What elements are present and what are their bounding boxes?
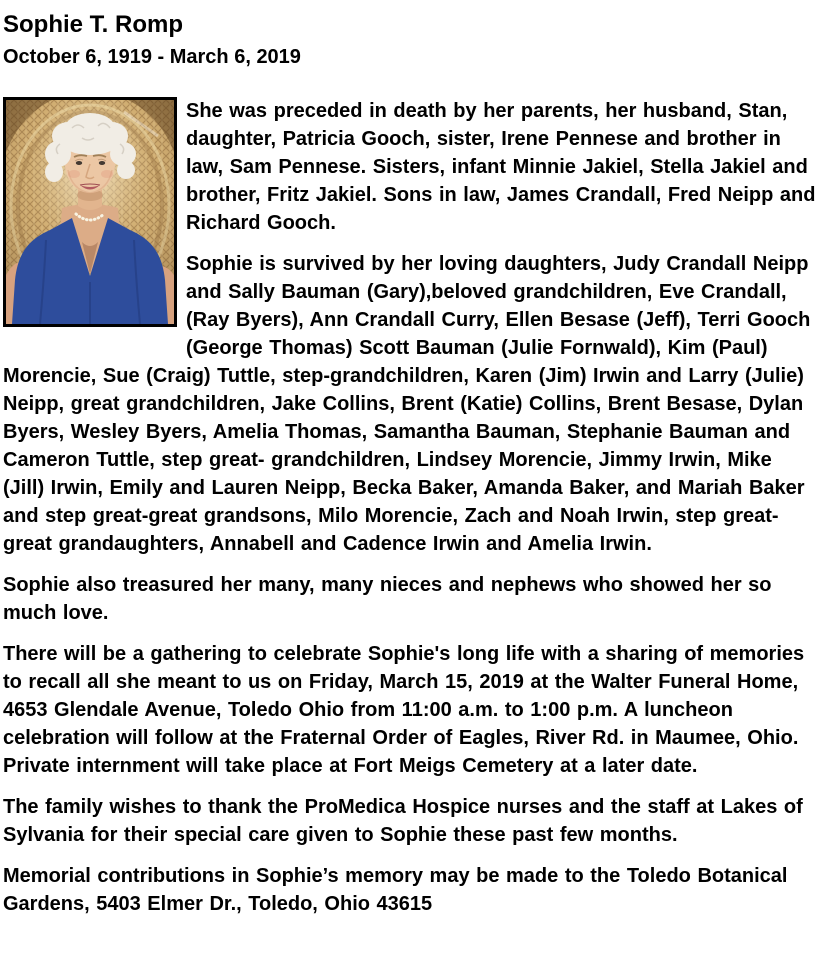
obituary-paragraph-thanks: The family wishes to thank the ProMedica Hospice nurses and the staff at Lakes of Sylvania for their special care given to Sophie these past few months. <box>3 796 803 846</box>
obituary-paragraph-survivors: Sophie is survived by her loving daughters, Judy Crandall Neipp and Sally Bauman (Gary),beloved grandchildren, Eve Crandall, (Ray Byers), Ann Crandall Curry, Ellen Besase (Jeff), Terri Gooch (George Thomas) Scott Bauman (Julie Fornwald), Kim (Paul) Morencie, Sue (Craig) Tuttle, step-grandchildren, Karen (Jim) Irwin and Larry (Julie) Neipp, great grandchildren, Jake Collins, Brent (Katie) Collins, Brent Besase, Dylan Byers, Wesley Byers, Amelia Thomas, Samantha Bauman, Stephanie Bauman and Cameron Tuttle, step great- grandchildren, Lindsey Morencie, Jimmy Irwin, Mike (Jill) Irwin, Emily and Lauren Neipp, Becka Baker, Amanda Baker, and Mariah Baker and step great-great grandsons, Milo Morencie, Zach and Noah Irwin, step great-great grandaughters, Annabell and Cadence Irwin and Amelia Irwin. <box>3 253 811 555</box>
life-dates: October 6, 1919 - March 6, 2019 <box>3 46 301 68</box>
obituary-paragraph-nieces: Sophie also treasured her many, many nieces and nephews who showed her so much love. <box>3 574 772 624</box>
obituary-paragraph-preceded: She was preceded in death by her parents, her husband, Stan, daughter, Patricia Gooch, sister, Irene Pennese and brother in law, Sam Pennese. Sisters, infant Minnie Jakiel, Stella Jakiel and brother, Fritz Jakiel. Sons in law, James Crandall, Fred Neipp and Richard Gooch. <box>186 100 816 234</box>
page-title: Sophie T. Romp <box>3 11 183 38</box>
obituary-body <box>3 97 818 918</box>
portrait-photo <box>3 97 177 327</box>
obituary-paragraph-services: There will be a gathering to celebrate Sophie's long life with a sharing of memories to recall all she meant to us on Friday, March 15, 2019 at the Walter Funeral Home, 4653 Glendale Avenue, Toledo Ohio from 11:00 a.m. to 1:00 p.m. A luncheon celebration will follow at the Fraternal Order of Eagles, River Rd. in Maumee, Ohio. Private internment will take place at Fort Meigs Cemetery at a later date. <box>3 643 805 777</box>
portrait-illustration <box>6 100 174 324</box>
obituary-paragraph-memorial: Memorial contributions in Sophie’s memory may be made to the Toledo Botanical Gardens, 5403 Elmer Dr., Toledo, Ohio 43615 <box>3 865 788 915</box>
